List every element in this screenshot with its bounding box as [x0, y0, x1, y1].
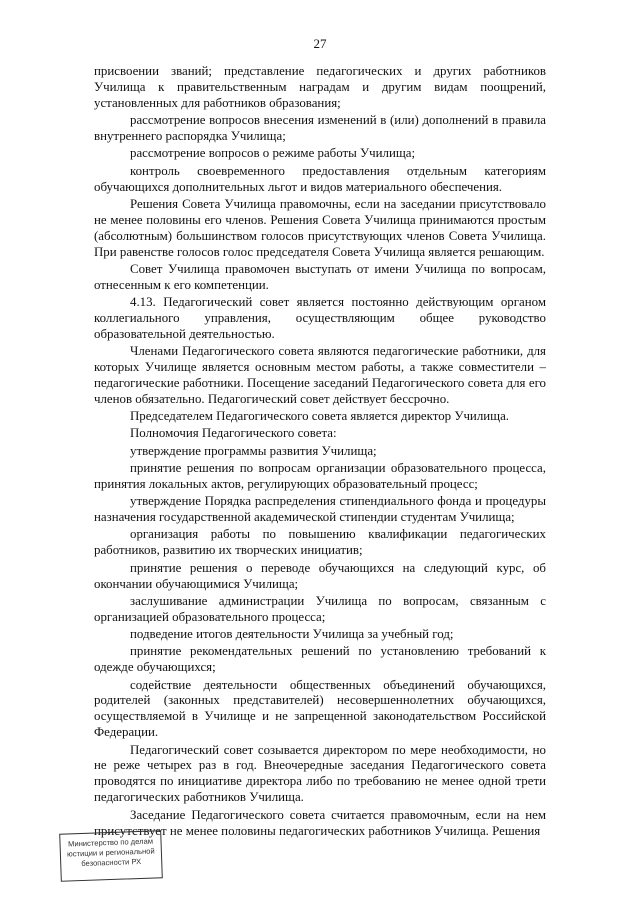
paragraph: рассмотрение вопросов внесения изменений в (или) дополнений в правила внутреннего распорядка Училища;: [94, 113, 546, 144]
registration-stamp: [59, 830, 163, 882]
stamp-line-1: Министерство по делам: [67, 836, 154, 849]
paragraph: утверждение программы развития Училища;: [130, 443, 377, 458]
paragraph: Педагогический совет созывается директором по мере необходимости, но не реже четырех раз в год. Внеочередные заседания Педагогического совета проводятся по инициативе директора либо по требованию не менее одной трети педагогических работников Училища.: [94, 742, 546, 805]
document-body: [94, 64, 546, 841]
paragraph: подведение итогов деятельности Училища за учебный год;: [130, 627, 454, 642]
paragraph: принятие решения по вопросам организации образовательного процесса, принятия локальных актов, регулирующих образовательный процесс;: [94, 461, 546, 491]
paragraph: утверждение Порядка распределения стипендиального фонда и процедуры назначения государственной академической стипендии студентам Училища;: [94, 494, 546, 525]
paragraph: заслушивание администрации Училища по вопросам, связанным с организацией образовательного процесса;: [94, 593, 546, 624]
paragraph: Решения Совета Училища правомочны, если на заседании присутствовало не менее половины его членов. Решения Совета Училища принимаются простым (абсолютным) большинством голосов присутствующих членов Совета Училища. При равенстве голосов голос председателя Совета Училища является решающим.: [94, 196, 546, 259]
paragraph: присвоении званий; представление педагогических и других работников Училища к правительственным наградам и другим видам поощрений, установленных для работников образования;: [94, 64, 546, 110]
paragraph: рассмотрение вопросов о режиме работы Училища;: [130, 146, 416, 161]
paragraph: 4.13. Педагогический совет является постоянно действующим органом коллегиального управления, осуществляющим общее руководство образовательной деятельностью.: [94, 295, 546, 341]
stamp-line-2: юстиции и региональной: [66, 846, 155, 859]
paragraph: контроль своевременного предоставления отдельным категориям обучающихся дополнительных льгот и видов материального обеспечения.: [94, 163, 546, 194]
paragraph: Председателем Педагогического совета является директор Училища.: [130, 409, 510, 424]
paragraph: организация работы по повышению квалификации педагогических работников, развитию их творческих инициатив;: [94, 527, 546, 558]
paragraph: Членами Педагогического совета являются педагогические работники, для которых Училище является основным местом работы, а также совместители – педагогические работники. Посещение заседаний Педагогического совета для его членов обязательно. Педагогический совет действует бессрочно.: [94, 344, 546, 406]
paragraph: содействие деятельности общественных объединений обучающихся, родителей (законных представителей) несовершеннолетних обучающихся, осуществляемой в Училище и не запрещенной законодательством Российской Федерации.: [94, 677, 546, 740]
paragraph: Полномочия Педагогического совета:: [130, 426, 337, 441]
paragraph: Заседание Педагогического совета считается правомочным, если на нем присутствует не менее половины педагогических работников Училища. Решения: [94, 807, 546, 838]
paragraph: принятие рекомендательных решений по установлению требований к одежде обучающихся;: [94, 644, 546, 675]
paragraph: принятие решения о переводе обучающихся на следующий курс, об окончании обучающимися Училища;: [94, 560, 546, 591]
page-number: 27: [313, 36, 327, 51]
paragraph: Совет Училища правомочен выступать от имени Училища по вопросам, отнесенным к его компетенции.: [94, 261, 546, 292]
stamp-line-3: безопасности РХ: [81, 856, 142, 869]
